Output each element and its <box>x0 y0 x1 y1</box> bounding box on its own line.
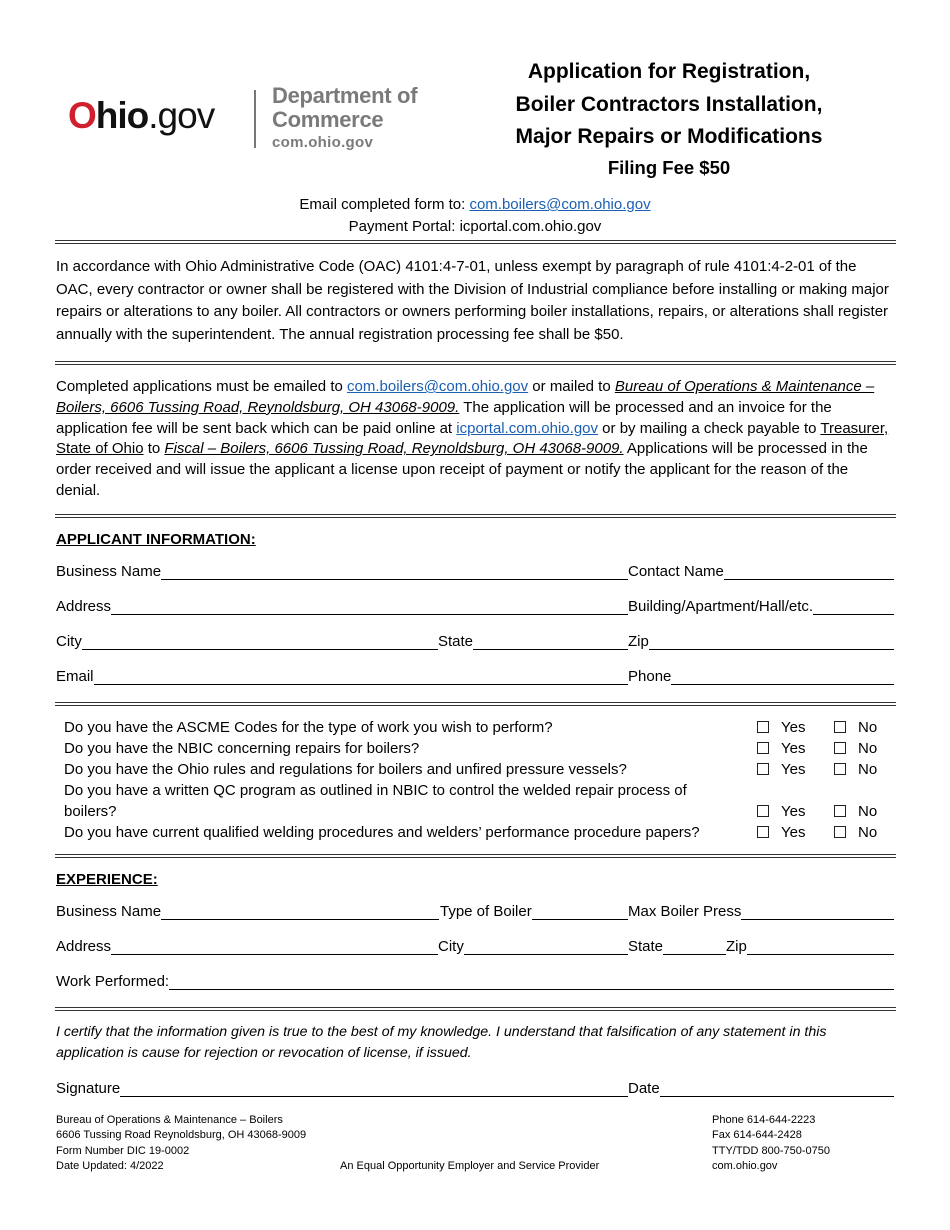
city-field[interactable] <box>56 631 438 651</box>
exp-state-label: State <box>628 938 664 955</box>
question-1: Do you have the ASCME Codes for the type of work you wish to perform? <box>64 719 553 736</box>
input-line[interactable] <box>532 904 628 920</box>
experience-heading: EXPERIENCE: <box>56 871 158 888</box>
checkbox-icon[interactable] <box>757 826 769 838</box>
address-field[interactable] <box>56 596 628 616</box>
q1-yes-option[interactable] <box>757 718 805 739</box>
footer-form-number: Form Number DIC 19-0002 <box>56 1144 190 1157</box>
business-name-label: Business Name <box>56 563 162 580</box>
checkbox-icon[interactable] <box>757 805 769 817</box>
title-line-1: Application for Registration, <box>527 60 811 83</box>
title-line-2: Boiler Contractors Installation, <box>515 92 823 116</box>
exp-zip-field[interactable] <box>726 936 894 956</box>
email-label: Email completed form to: <box>299 196 470 213</box>
fiscal-address: Fiscal – Boilers, 6606 Tussing Road, Reynoldsburg, OH 43068-9009. <box>164 440 624 458</box>
checkbox-icon[interactable] <box>834 826 846 838</box>
yes-label: Yes <box>781 824 806 841</box>
title-line-3: Major Repairs or Modifications <box>515 125 823 148</box>
no-label: No <box>858 803 878 820</box>
question-5: Do you have current qualified welding procedures and welders’ performance procedure papers? <box>64 824 700 841</box>
contact-name-field[interactable] <box>628 561 894 581</box>
max-boiler-press-field[interactable] <box>628 901 894 921</box>
no-label: No <box>858 761 878 778</box>
q2-no-option[interactable] <box>834 739 877 760</box>
exp-business-name-field[interactable] <box>56 901 439 921</box>
q3-no-option[interactable] <box>834 760 877 781</box>
exp-address-field[interactable] <box>56 936 438 956</box>
checkbox-icon[interactable] <box>834 805 846 817</box>
email-line <box>250 194 700 216</box>
building-field[interactable] <box>628 596 894 616</box>
input-line[interactable] <box>649 634 894 650</box>
instr-email-link[interactable]: com.boilers@com.ohio.gov <box>347 378 529 395</box>
checkbox-icon[interactable] <box>834 742 846 754</box>
input-line[interactable] <box>663 939 726 955</box>
max-boiler-press-label: Max Boiler Press <box>628 903 742 920</box>
filing-fee: Filing Fee $50 <box>607 156 731 178</box>
department-logo-text <box>272 84 417 154</box>
city-label: City <box>56 633 82 650</box>
checkbox-icon[interactable] <box>757 763 769 775</box>
intro-paragraph: In accordance with Ohio Administrative Code (OAC) 4101:4-7-01, unless exempt by paragraph of rule 4101:4-2-01 of the OAC, every contractor or owner shall be registered with the Division of Industrial compliance before installing or making major repairs or alterations to any boiler. All contractors or owners performing boiler installations, repairs, or alterations shall register annually with the superintendent. The annual registration processing fee shall be $50. <box>56 258 889 344</box>
portal-line <box>250 216 700 238</box>
type-of-boiler-field[interactable] <box>440 901 628 921</box>
ohio-gov-logo <box>68 94 214 138</box>
business-name-field[interactable] <box>56 561 628 581</box>
dept-line-2: Commerce <box>272 107 384 132</box>
q2-yes-option[interactable] <box>757 739 805 760</box>
mail-address: Bureau of Operations & Maintenance – Boilers, 6606 Tussing Road, Reynoldsburg, OH 43068-9009. <box>56 378 875 416</box>
question-4-line-2: boilers? <box>64 803 117 820</box>
q5-no-option[interactable] <box>834 823 877 844</box>
exp-business-name-label: Business Name <box>56 903 162 920</box>
certification-statement: I certify that the information given is true to the best of my knowledge. I understand that falsification of any statement in this application is cause for rejection or revocation of license, if issued. <box>56 1024 827 1061</box>
work-performed-field[interactable] <box>56 971 894 991</box>
state-field[interactable] <box>438 631 628 651</box>
question-2: Do you have the NBIC concerning repairs for boilers? <box>64 740 420 757</box>
divider <box>55 1007 896 1011</box>
q1-no-option[interactable] <box>834 718 877 739</box>
footer-bureau: Bureau of Operations & Maintenance – Boilers <box>56 1114 283 1126</box>
input-line[interactable] <box>169 974 894 990</box>
input-line[interactable] <box>82 634 438 650</box>
checkbox-icon[interactable] <box>757 742 769 754</box>
instr-text: The application will be processed and an invoice for the application fee will be sent back which can be paid online at <box>56 398 832 437</box>
footer-equal-opportunity: An Equal Opportunity Employer and Service Provider <box>340 1160 600 1172</box>
yes-label: Yes <box>781 719 806 736</box>
logo-o: O <box>68 95 96 136</box>
portal-text: icportal.com.ohio.gov <box>459 218 602 235</box>
yes-label: Yes <box>781 740 806 757</box>
checkbox-icon[interactable] <box>757 721 769 733</box>
exp-city-label: City <box>438 938 464 955</box>
contact-name-label: Contact Name <box>628 563 724 580</box>
checkbox-icon[interactable] <box>834 763 846 775</box>
footer-address: 6606 Tussing Road Reynoldsburg, OH 43068-9009 <box>56 1129 307 1142</box>
q4-yes-option[interactable] <box>757 802 805 823</box>
footer-website: com.ohio.gov <box>712 1160 778 1173</box>
input-line[interactable] <box>747 939 894 955</box>
exp-zip-label: Zip <box>726 938 747 955</box>
footer-phone: Phone 614-644-2223 <box>712 1114 816 1126</box>
logo-gov: .gov <box>148 95 215 136</box>
input-line[interactable] <box>464 939 628 955</box>
date-field[interactable] <box>628 1078 894 1098</box>
input-line[interactable] <box>724 564 894 580</box>
no-label: No <box>858 719 878 736</box>
input-line[interactable] <box>741 904 894 920</box>
dept-line-3: com.ohio.gov <box>272 134 374 151</box>
question-4-line-1: Do you have a written QC program as outlined in NBIC to control the welded repair process of <box>64 782 687 799</box>
instr-text: Completed applications must be emailed to <box>56 378 347 395</box>
email-field[interactable] <box>56 666 628 686</box>
logo-divider <box>254 90 256 148</box>
yes-label: Yes <box>781 803 806 820</box>
input-line[interactable] <box>660 1081 894 1097</box>
logo-hio: hio <box>95 95 149 136</box>
input-line[interactable] <box>120 1081 628 1097</box>
instr-text: or by mailing a check payable to <box>598 419 821 437</box>
signature-label: Signature <box>56 1080 121 1097</box>
q3-yes-option[interactable] <box>757 760 805 781</box>
input-line[interactable] <box>161 564 628 580</box>
question-3: Do you have the Ohio rules and regulations for boilers and unfired pressure vessels? <box>64 761 627 778</box>
q5-yes-option[interactable] <box>757 823 805 844</box>
input-line[interactable] <box>94 669 628 685</box>
payee: Treasurer, State of Ohio <box>56 419 889 458</box>
type-of-boiler-label: Type of Boiler <box>440 903 532 920</box>
footer-fax: Fax 614-644-2428 <box>712 1129 802 1142</box>
divider <box>55 702 896 706</box>
divider <box>55 361 896 365</box>
footer-left <box>56 1113 306 1175</box>
phone-label: Phone <box>628 668 672 685</box>
email-link[interactable]: com.boilers@com.ohio.gov <box>469 196 651 213</box>
signature-field[interactable] <box>56 1078 628 1098</box>
instr-text: Applications will be processed in the order received and will issue the applicant a license upon receipt of payment or notify the applicant for the reason of the denial. <box>56 440 868 499</box>
input-line[interactable] <box>813 599 894 615</box>
input-line[interactable] <box>161 904 439 920</box>
footer-tty: TTY/TDD 800-750-0750 <box>712 1144 830 1157</box>
exp-state-field[interactable] <box>628 936 726 956</box>
exp-address-label: Address <box>56 938 112 955</box>
divider <box>55 514 896 518</box>
instr-text: or mailed to <box>528 378 615 395</box>
no-label: No <box>858 824 878 841</box>
zip-label: Zip <box>628 633 649 650</box>
form-title <box>480 56 858 182</box>
applicant-heading: APPLICANT INFORMATION: <box>56 531 256 548</box>
input-line[interactable] <box>111 939 438 955</box>
state-label: State <box>438 633 474 650</box>
input-line[interactable] <box>473 634 628 650</box>
portal-label: Payment Portal: <box>348 218 460 235</box>
date-label: Date <box>628 1080 660 1097</box>
exp-city-field[interactable] <box>438 936 628 956</box>
input-line[interactable] <box>111 599 628 615</box>
no-label: No <box>858 740 878 757</box>
divider <box>55 240 896 244</box>
zip-field[interactable] <box>628 631 894 651</box>
contact-info <box>250 194 700 238</box>
instr-text: to <box>143 440 165 458</box>
building-label: Building/Apartment/Hall/etc. <box>628 598 814 615</box>
q4-no-option[interactable] <box>834 802 877 823</box>
phone-field[interactable] <box>628 666 894 686</box>
dept-line-1: Department of <box>272 83 418 108</box>
email-label: Email <box>56 668 94 685</box>
instr-portal-link[interactable]: icportal.com.ohio.gov <box>456 419 599 437</box>
footer-date-updated: Date Updated: 4/2022 <box>56 1160 164 1173</box>
work-performed-label: Work Performed: <box>56 973 170 990</box>
input-line[interactable] <box>671 669 894 685</box>
checkbox-icon[interactable] <box>834 721 846 733</box>
instructions-paragraph <box>56 377 896 502</box>
yes-label: Yes <box>781 761 806 778</box>
divider <box>55 854 896 858</box>
footer-right <box>712 1113 830 1175</box>
address-label: Address <box>56 598 112 615</box>
